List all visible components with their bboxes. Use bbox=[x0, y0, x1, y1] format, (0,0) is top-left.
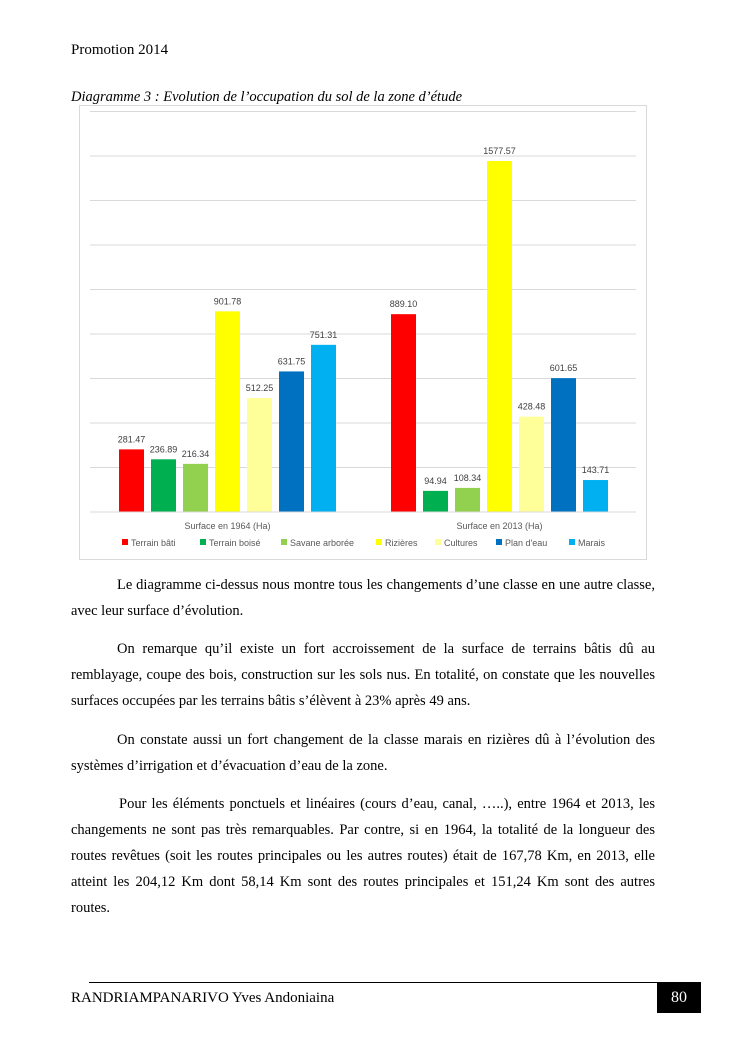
figure-caption: Diagramme 3 : Evolution de l’occupation du sol de la zone d’étude bbox=[71, 89, 463, 105]
bar bbox=[487, 161, 512, 512]
data-label: 889.10 bbox=[389, 299, 418, 310]
bar bbox=[391, 314, 416, 512]
data-label: 236.89 bbox=[149, 444, 178, 455]
legend-swatch bbox=[376, 539, 382, 545]
bar bbox=[455, 488, 480, 512]
data-label: 901.78 bbox=[213, 296, 242, 307]
paragraph-1: Le diagramme ci-dessus nous montre tous les changements d’une classe en une autre classe, avec leur surface d’évolution. bbox=[71, 577, 655, 619]
footer-rule bbox=[89, 982, 701, 983]
bar bbox=[311, 345, 336, 512]
page-number: 80 bbox=[657, 983, 701, 1013]
data-label: 108.34 bbox=[453, 472, 482, 483]
bar bbox=[183, 464, 208, 512]
footer-author: RANDRIAMPANARIVO Yves Andoniaina bbox=[71, 990, 335, 1006]
legend-swatch bbox=[281, 539, 287, 545]
data-label: 216.34 bbox=[181, 448, 210, 459]
data-label: 143.71 bbox=[581, 465, 610, 476]
data-label: 512.25 bbox=[245, 383, 274, 394]
category-label: Surface en 2013 (Ha) bbox=[456, 521, 543, 531]
data-label: 281.47 bbox=[117, 434, 146, 445]
legend-swatch bbox=[200, 539, 206, 545]
legend-label: Rizières bbox=[385, 538, 418, 548]
data-label: 428.48 bbox=[517, 401, 546, 412]
bar bbox=[151, 459, 176, 512]
data-label: 631.75 bbox=[277, 356, 306, 367]
data-label: 1577.57 bbox=[483, 145, 516, 156]
legend-swatch bbox=[122, 539, 128, 545]
bar-chart bbox=[79, 105, 647, 560]
legend-label: Marais bbox=[578, 538, 606, 548]
data-label: 601.65 bbox=[549, 363, 578, 374]
paragraph-4: Pour les éléments ponctuels et linéaires (cours d’eau, canal, …..), entre 1964 et 2013, les changements ne sont pas très remarquables. Par contre, si en 1964, la totalité de la longueur des routes revêtues (soit les routes principales ou les autres routes) était de 167,78 Km, en 2013, elle atteint les 204,12 Km dont 58,14 Km sont des routes principales et 151,24 Km sont des autres routes. bbox=[71, 796, 655, 916]
legend-label: Terrain bâti bbox=[131, 538, 176, 548]
bar bbox=[519, 417, 544, 512]
legend-label: Plan d'eau bbox=[505, 538, 548, 548]
bar bbox=[423, 491, 448, 512]
legend-label: Cultures bbox=[444, 538, 478, 548]
legend-label: Savane arborée bbox=[290, 538, 355, 548]
data-label: 94.94 bbox=[424, 475, 447, 486]
data-label: 751.31 bbox=[309, 329, 338, 340]
chart-svg bbox=[80, 106, 648, 561]
legend-swatch bbox=[569, 539, 575, 545]
bar bbox=[119, 449, 144, 512]
page-header: Promotion 2014 bbox=[71, 42, 169, 58]
bar bbox=[215, 311, 240, 512]
legend-swatch bbox=[435, 539, 441, 545]
bar bbox=[247, 398, 272, 512]
legend-swatch bbox=[496, 539, 502, 545]
bar bbox=[551, 378, 576, 512]
legend-label: Terrain boisé bbox=[209, 538, 261, 548]
bar bbox=[583, 480, 608, 512]
bar bbox=[279, 371, 304, 512]
paragraph-3: On constate aussi un fort changement de la classe marais en rizières dû à l’évolution des systèmes d’irrigation et d’évacuation d’eau de la zone. bbox=[71, 732, 655, 774]
paragraph-2: On remarque qu’il existe un fort accroissement de la surface de terrains bâtis dû au remblayage, coupe des bois, construction sur les sols nus. En totalité, on constate que les nouvelles surfaces occupées par les terrains bâtis s’élèvent à 23% après 49 ans. bbox=[71, 641, 655, 709]
category-label: Surface en 1964 (Ha) bbox=[184, 521, 271, 531]
